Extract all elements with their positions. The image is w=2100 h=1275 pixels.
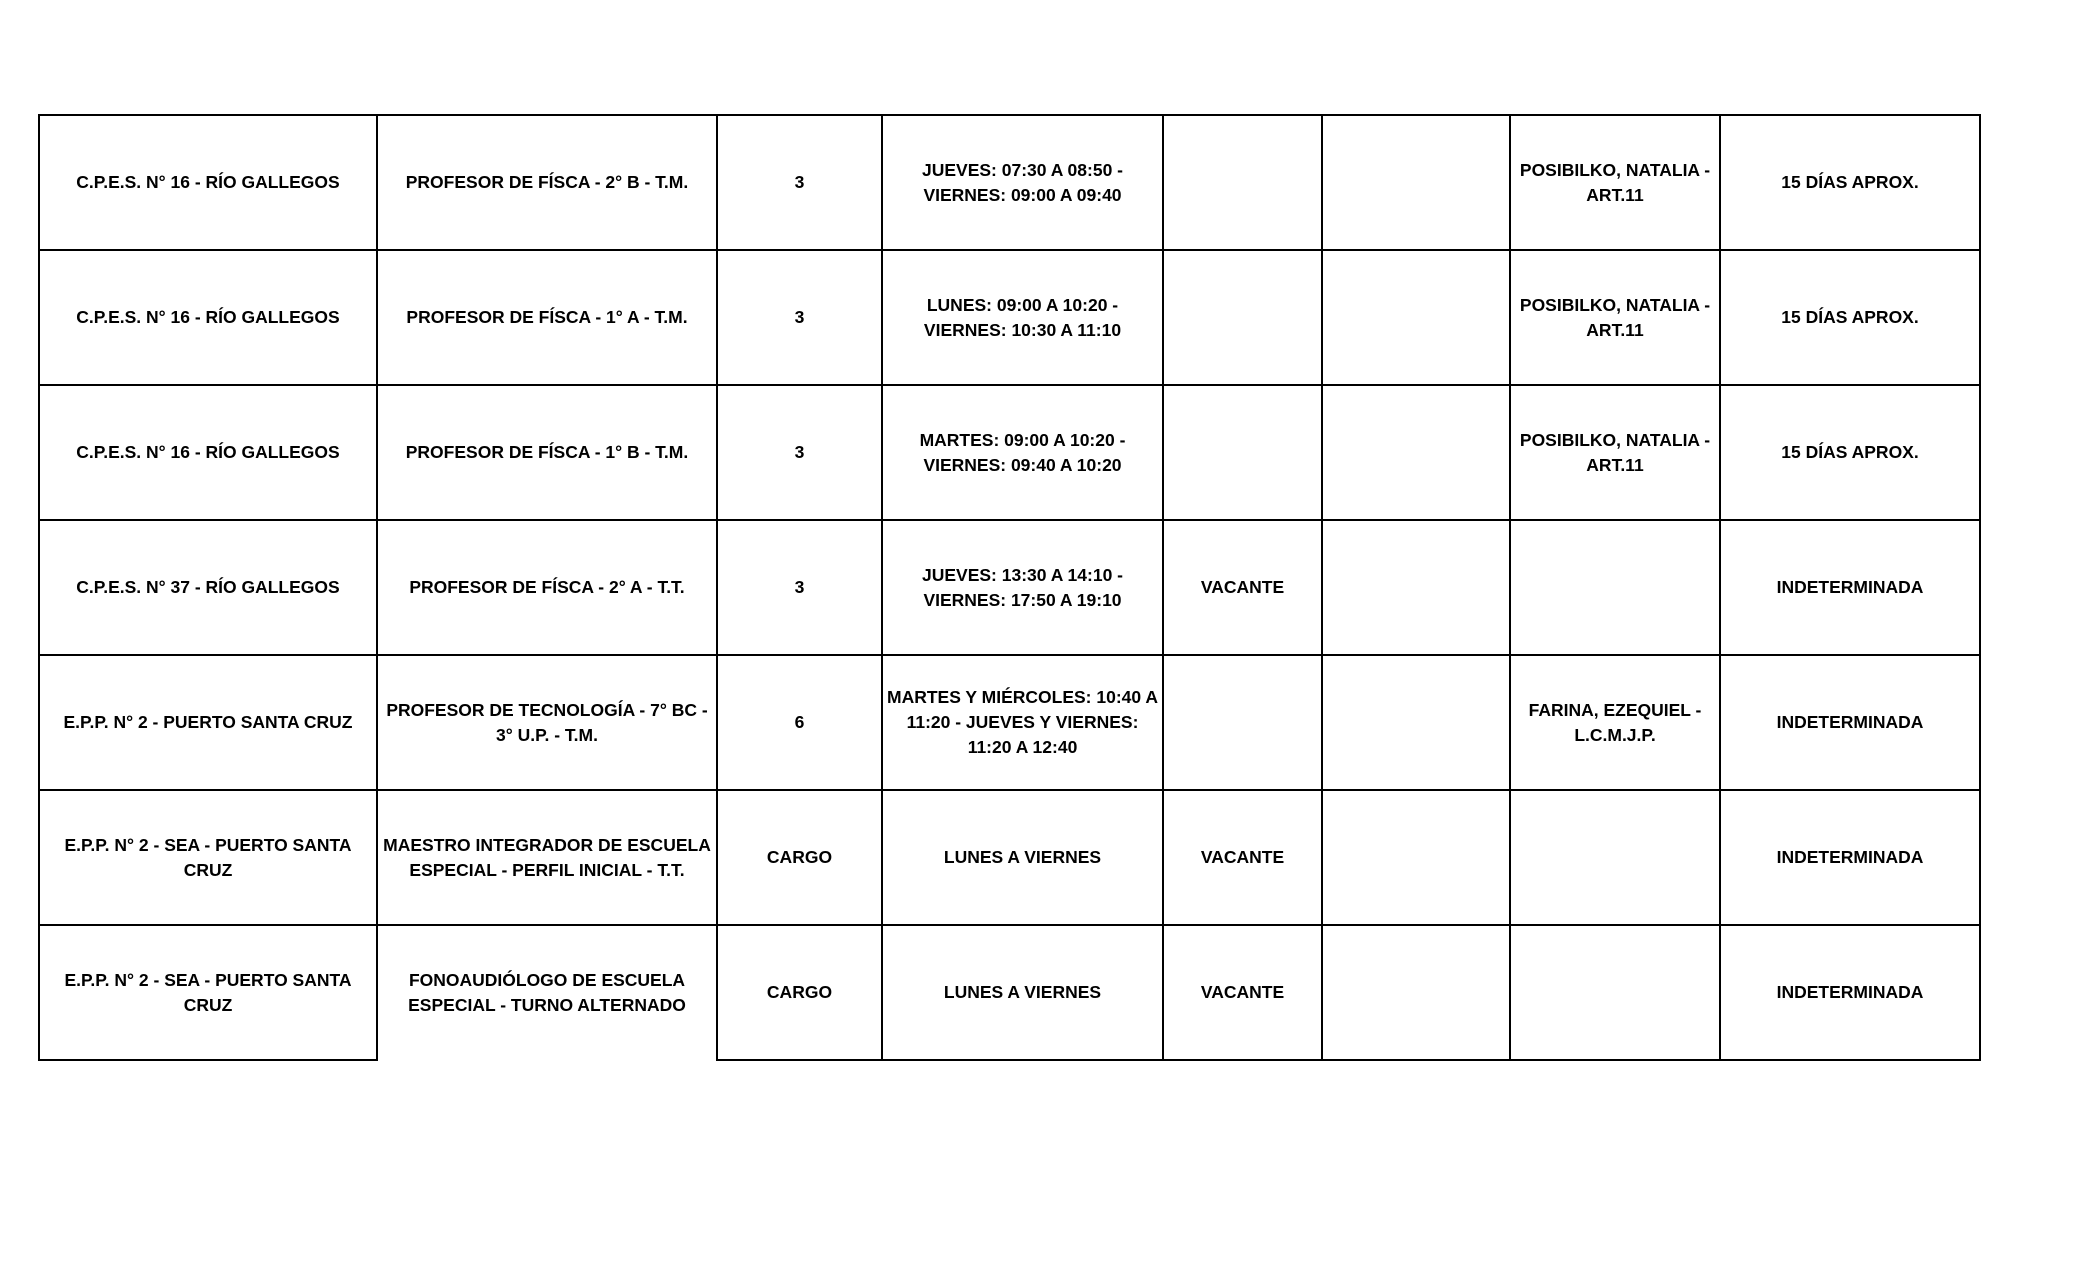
table-row bbox=[39, 925, 1980, 1060]
position-cell: PROFESOR DE FÍSCA - 2° B - T.M. bbox=[377, 115, 717, 250]
extra-cell bbox=[1322, 655, 1510, 790]
schedule-cell: LUNES A VIERNES bbox=[882, 925, 1163, 1060]
holder-cell bbox=[1510, 520, 1720, 655]
school-cell: C.P.E.S. N° 16 - RÍO GALLEGOS bbox=[39, 115, 377, 250]
duration-cell: INDETERMINADA bbox=[1720, 790, 1980, 925]
duration-cell: INDETERMINADA bbox=[1720, 520, 1980, 655]
holder-cell bbox=[1510, 925, 1720, 1060]
holder-cell: FARINA, EZEQUIEL - L.C.M.J.P. bbox=[1510, 655, 1720, 790]
holder-cell: POSIBILKO, NATALIA - ART.11 bbox=[1510, 250, 1720, 385]
hours-cell: 3 bbox=[717, 250, 882, 385]
holder-cell bbox=[1510, 790, 1720, 925]
duration-cell: INDETERMINADA bbox=[1720, 655, 1980, 790]
holder-cell: POSIBILKO, NATALIA - ART.11 bbox=[1510, 385, 1720, 520]
duration-cell: 15 DÍAS APROX. bbox=[1720, 385, 1980, 520]
status-cell bbox=[1163, 250, 1322, 385]
position-cell: FONOAUDIÓLOGO DE ESCUELA ESPECIAL - TURNO ALTERNADO bbox=[377, 925, 717, 1060]
extra-cell bbox=[1322, 250, 1510, 385]
school-cell: C.P.E.S. N° 16 - RÍO GALLEGOS bbox=[39, 385, 377, 520]
hours-cell: 6 bbox=[717, 655, 882, 790]
table-row bbox=[39, 385, 1980, 520]
position-cell: PROFESOR DE FÍSCA - 2° A - T.T. bbox=[377, 520, 717, 655]
extra-cell bbox=[1322, 385, 1510, 520]
hours-cell: 3 bbox=[717, 115, 882, 250]
table-row bbox=[39, 655, 1980, 790]
hours-cell: 3 bbox=[717, 385, 882, 520]
position-cell: MAESTRO INTEGRADOR DE ESCUELA ESPECIAL - PERFIL INICIAL - T.T. bbox=[377, 790, 717, 925]
status-cell bbox=[1163, 385, 1322, 520]
schedule-cell: MARTES Y MIÉRCOLES: 10:40 A 11:20 - JUEVES Y VIERNES: 11:20 A 12:40 bbox=[882, 655, 1163, 790]
table-row bbox=[39, 520, 1980, 655]
schedule-cell: LUNES A VIERNES bbox=[882, 790, 1163, 925]
status-cell: VACANTE bbox=[1163, 925, 1322, 1060]
duration-cell: 15 DÍAS APROX. bbox=[1720, 250, 1980, 385]
school-cell: E.P.P. N° 2 - SEA - PUERTO SANTA CRUZ bbox=[39, 925, 377, 1060]
table-row bbox=[39, 790, 1980, 925]
duration-cell: INDETERMINADA bbox=[1720, 925, 1980, 1060]
hours-cell: CARGO bbox=[717, 790, 882, 925]
holder-cell: POSIBILKO, NATALIA - ART.11 bbox=[1510, 115, 1720, 250]
schedule-cell: JUEVES: 07:30 A 08:50 - VIERNES: 09:00 A 09:40 bbox=[882, 115, 1163, 250]
schedule-cell: LUNES: 09:00 A 10:20 - VIERNES: 10:30 A 11:10 bbox=[882, 250, 1163, 385]
vacancy-table bbox=[38, 114, 1981, 1061]
position-cell: PROFESOR DE FÍSCA - 1° B - T.M. bbox=[377, 385, 717, 520]
extra-cell bbox=[1322, 925, 1510, 1060]
extra-cell bbox=[1322, 115, 1510, 250]
school-cell: C.P.E.S. N° 16 - RÍO GALLEGOS bbox=[39, 250, 377, 385]
position-cell: PROFESOR DE TECNOLOGÍA - 7° BC - 3° U.P. - T.M. bbox=[377, 655, 717, 790]
hours-cell: 3 bbox=[717, 520, 882, 655]
position-cell: PROFESOR DE FÍSCA - 1° A - T.M. bbox=[377, 250, 717, 385]
hours-cell: CARGO bbox=[717, 925, 882, 1060]
school-cell: C.P.E.S. N° 37 - RÍO GALLEGOS bbox=[39, 520, 377, 655]
table-row bbox=[39, 250, 1980, 385]
status-cell bbox=[1163, 655, 1322, 790]
status-cell bbox=[1163, 115, 1322, 250]
vacancy-table-container bbox=[38, 114, 1979, 1076]
extra-cell bbox=[1322, 790, 1510, 925]
school-cell: E.P.P. N° 2 - SEA - PUERTO SANTA CRUZ bbox=[39, 790, 377, 925]
schedule-cell: JUEVES: 13:30 A 14:10 - VIERNES: 17:50 A 19:10 bbox=[882, 520, 1163, 655]
status-cell: VACANTE bbox=[1163, 790, 1322, 925]
table-row bbox=[39, 115, 1980, 250]
extra-cell bbox=[1322, 520, 1510, 655]
status-cell: VACANTE bbox=[1163, 520, 1322, 655]
duration-cell: 15 DÍAS APROX. bbox=[1720, 115, 1980, 250]
schedule-cell: MARTES: 09:00 A 10:20 - VIERNES: 09:40 A 10:20 bbox=[882, 385, 1163, 520]
school-cell: E.P.P. N° 2 - PUERTO SANTA CRUZ bbox=[39, 655, 377, 790]
